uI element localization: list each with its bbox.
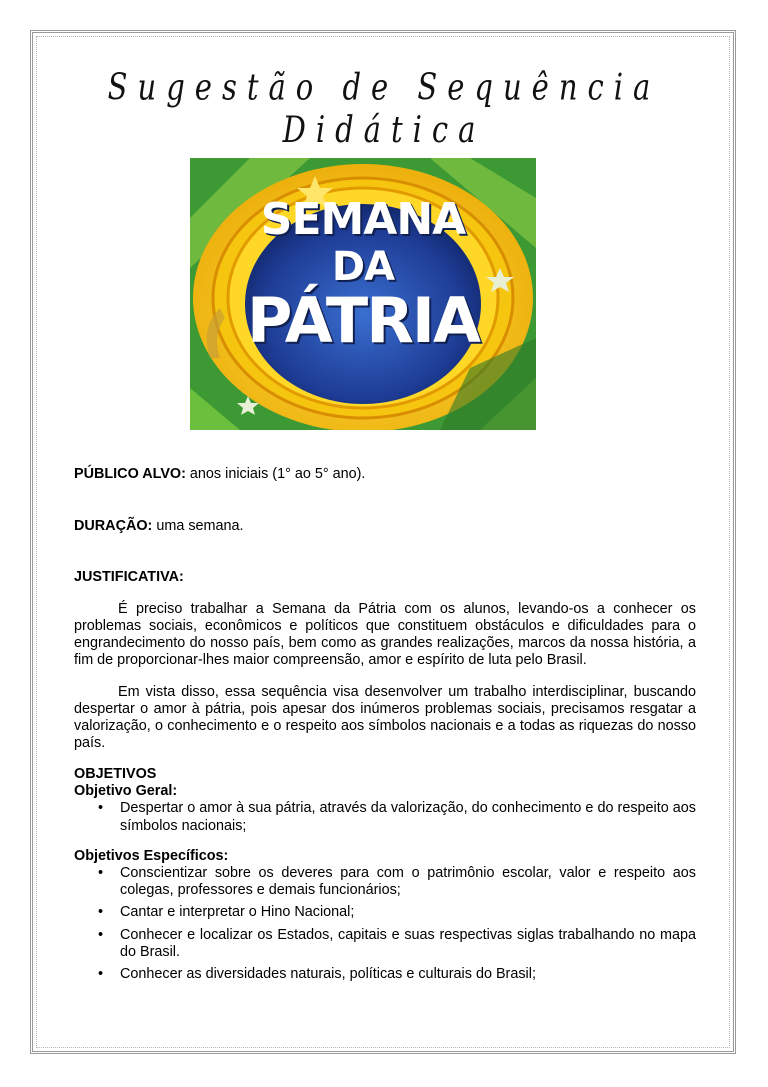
publico-alvo-value: anos iniciais (1° ao 5° ano). (189, 466, 366, 482)
list-item: • Conhecer e localizar os Estados, capitais e suas respectivas siglas trabalhando no mapa do Brasil. (74, 927, 696, 961)
list-item: • Conhecer as diversidades naturais, políticas e culturais do Brasil; (74, 966, 696, 983)
list-item: • Cantar e interpretar o Hino Nacional; (74, 904, 696, 921)
justificativa-paragraph-1: É preciso trabalhar a Semana da Pátria com os alunos, levando-os a conhecer os problemas sociais, econômicos e políticos que constituem obstáculos e dificuldades para o engrandecimento do nosso país, bem como as grandes realizações, marcos da nossa história, a fim de proporcionar-lhes maior compreensão, amor e espírito de luta pelo Brasil. (74, 600, 696, 669)
objetivos-section (74, 766, 696, 988)
objetivo-geral-list (74, 800, 696, 834)
justificativa-heading: JUSTIFICATIVA: (74, 569, 184, 585)
justificativa-paragraph-2: Em vista disso, essa sequência visa desenvolver um trabalho interdisciplinar, buscando despertar o amor à pátria, pois apesar dos inúmeros problemas sociais, precisamos resgatar a valorização, o conhecimento e o respeito aos símbolos nacionais e a todas as riquezas do nosso país. (74, 683, 696, 752)
list-item: • Despertar o amor à sua pátria, através da valorização, do conhecimento e do respeito aos símbolos nacionais; (74, 800, 696, 834)
duracao-value: uma semana. (156, 518, 244, 534)
publico-alvo-line (74, 466, 696, 483)
banner-line-2: DA (331, 244, 395, 290)
banner-line-1: SEMANA (260, 194, 466, 245)
semana-da-patria-banner (190, 158, 536, 430)
page-title: Sugestão de Sequência Didática (107, 65, 661, 151)
justificativa-section (74, 569, 696, 767)
duracao-line (74, 518, 696, 535)
publico-alvo-label: PÚBLICO ALVO: (74, 466, 186, 482)
duracao-label: DURAÇÃO: (74, 518, 153, 534)
objetivos-especificos-heading: Objetivos Específicos: (74, 847, 229, 864)
objetivo-geral-heading: Objetivo Geral: (74, 783, 178, 800)
list-item: • Conscientizar sobre os deveres para com o patrimônio escolar, valor e respeito aos colegas, professores e demais funcionários; (74, 865, 696, 899)
objetivos-especificos-list (74, 865, 696, 983)
objetivos-heading: OBJETIVOS (74, 766, 157, 782)
banner-line-3: PÁTRIA (246, 284, 479, 357)
